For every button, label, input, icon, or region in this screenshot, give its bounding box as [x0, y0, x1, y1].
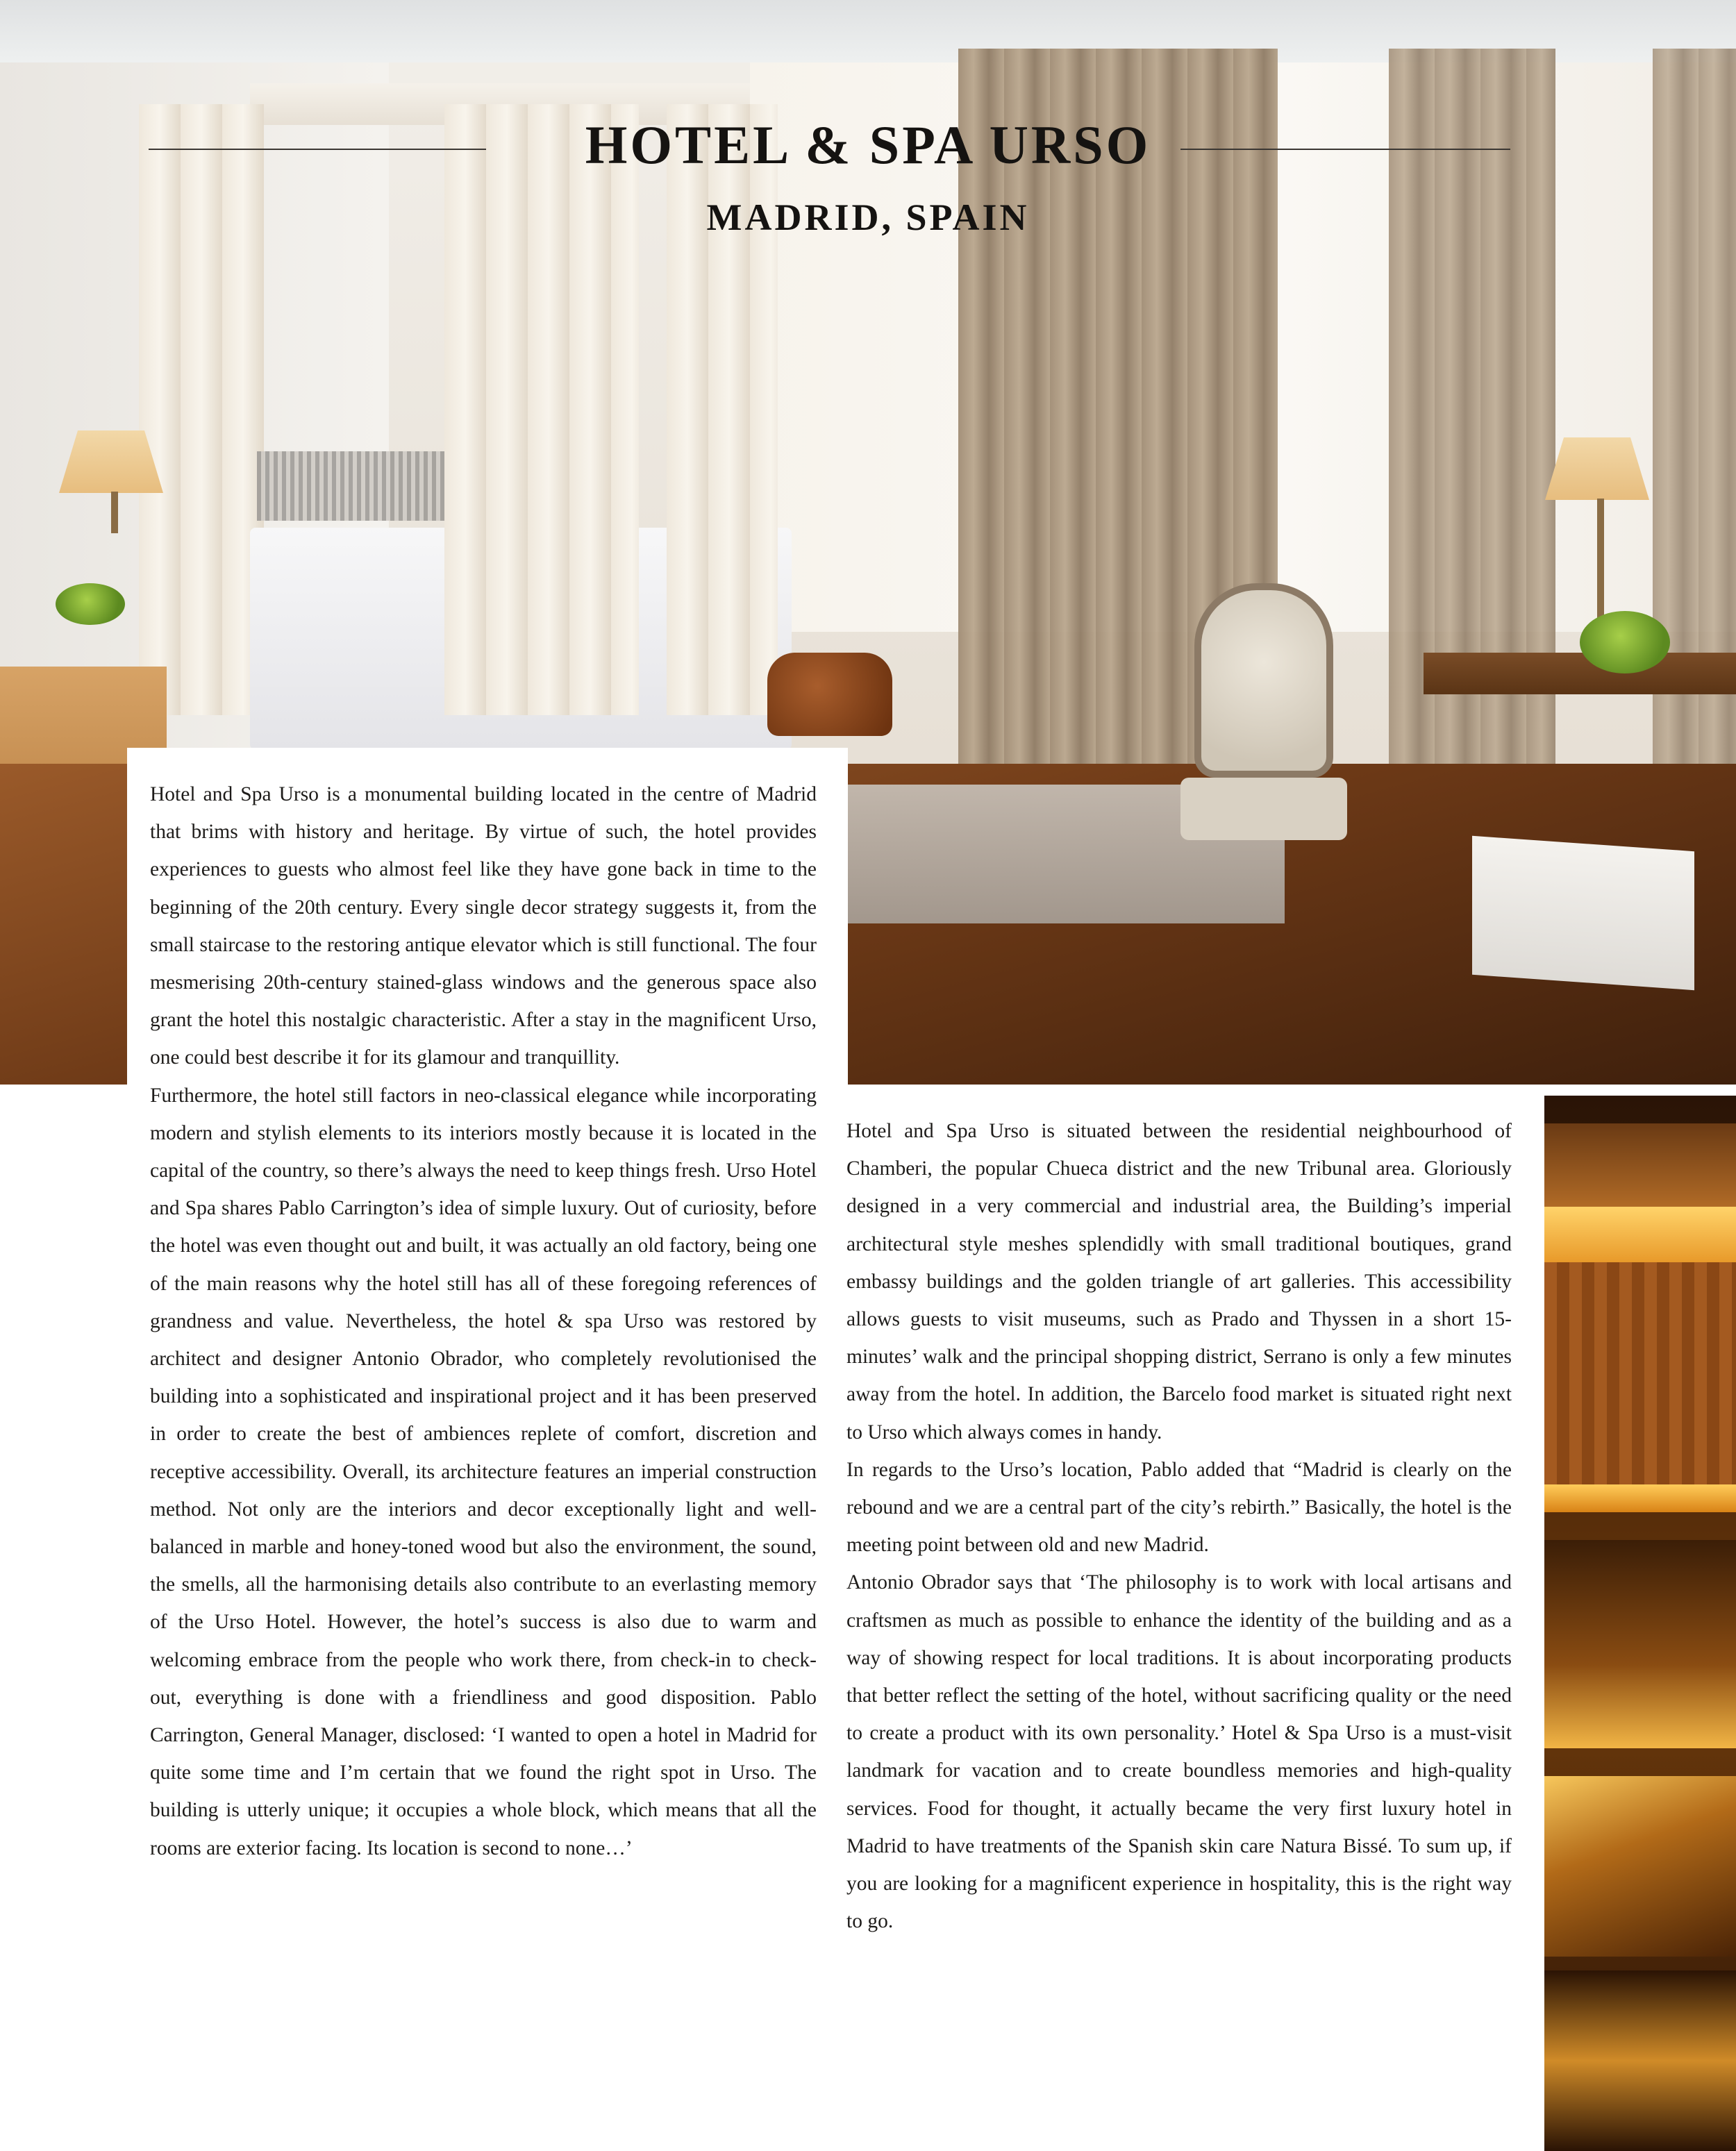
newspaper — [1472, 836, 1694, 990]
spa-wall — [1544, 1123, 1736, 1207]
wood-panel — [1544, 1262, 1736, 1484]
canopy-curtain — [444, 104, 639, 715]
article-title: HOTEL & SPA URSO — [585, 115, 1151, 175]
right-column — [846, 1112, 1512, 1940]
left-column — [150, 776, 817, 1867]
leather-bag — [767, 653, 892, 736]
armchair-seat — [1180, 778, 1347, 840]
spa-light-strip — [1544, 1207, 1736, 1262]
spa-steps — [1544, 1970, 1736, 2151]
lamp-stand — [1597, 499, 1604, 623]
spa-pool — [1544, 1776, 1736, 1957]
headboard — [257, 451, 465, 521]
desk — [1424, 653, 1736, 694]
armchair — [1194, 583, 1333, 778]
canopy-curtain — [667, 104, 778, 715]
spa-window — [1544, 1540, 1736, 1748]
paragraph: In regards to the Urso’s location, Pablo added that “Madrid is clearly on the rebound and we are a central part of the city’s rebirth.” Basically, the hotel is the meeting point between old and new Madrid. — [846, 1458, 1512, 1557]
spa-pool-photo — [1544, 1096, 1736, 2151]
plant-icon — [56, 583, 125, 625]
spa-light-strip — [1544, 1484, 1736, 1512]
paragraph: Hotel and Spa Urso is a monumental building located in the centre of Madrid that brims with history and heritage. By virtue of such, the hotel provides experiences to guests who almost feel like they have gone back in time to the beginning of the 20th century. Every single decor strategy suggests it, from the small staircase to the restoring antique elevator which is still functional. The four mesmerising 20th-century stained-glass windows and the generous space also grant the hotel this nostalgic characteristic. After a stay in the magnificent Urso, one could best describe it for its glamour and tranquillity. — [150, 783, 817, 1069]
lamp-arm — [111, 492, 118, 533]
paragraph: Antonio Obrador says that ‘The philosophy is to work with local artisans and craftsmen as much as possible to enhance the identity of the building and as a way of showing respect for local traditions. It is about incorporating products that better reflect the setting of the hotel, without sacrificing quality or the need to create a product with its own personality.’ Hotel & Spa Urso is a must-visit landmark for vacation and to create boundless memories and high-quality services. Food for thought, it actually became the very first luxury hotel in Madrid to have treatments of the Spanish skin care Natura Bissé. To sum up, if you are looking for a magnificent experience in hospitality, this is the right way to go. — [846, 1571, 1512, 1933]
paragraph: Furthermore, the hotel still factors in neo-classical elegance while incorporating modern and stylish elements to its interiors mostly because it is located in the capital of the country, so there’s always the need to keep things fresh. Urso Hotel and Spa shares Pablo Carrington’s idea of simple luxury. Out of curiosity, before the hotel was even thought out and built, it was actually an old factory, being one of the main reasons why the hotel still has all of these foregoing references of grandness and value. Nevertheless, the hotel & spa Urso was restored by architect and designer Antonio Obrador, who completely revolutionised the building into a sophisticated and inspirational project and it has been preserved in order to create the best of ambiences replete of comfort, discretion and receptive accessibility. Overall, its architecture features an imperial construction method. Not only are the interiors and decor exceptionally light and well-balanced in marble and honey-toned wood but also the environment, the sound, the smells, all the harmonising details also contribute to an everlasting memory of the Urso Hotel. However, the hotel’s success is also due to warm and welcoming embrace from the people who work there, from check-in to check-out, everything is done with a friendliness and good disposition. Pablo Carrington, General Manager, disclosed: ‘I wanted to open a hotel in Madrid for quite some time and I’m certain that we found the right spot in Urso. The building is utterly unique; it occupies a whole block, which means that all the rooms are exterior facing. Its location is second to none…’ — [150, 1084, 817, 1859]
article-subtitle: MADRID, SPAIN — [706, 196, 1030, 238]
paragraph: Hotel and Spa Urso is situated between the residential neighbourhood of Chamberi, the popular Chueca district and the new Tribunal area. Gloriously designed in a very commercial and industrial area, the Building’s imperial architectural style meshes splendidly with small traditional boutiques, grand embassy buildings and the golden triangle of art galleries. This accessibility allows guests to visit museums, such as Prado and Thyssen in a short 15-minutes’ walk and the principal shopping district, Serrano is only a few minutes away from the hotel. In addition, the Barcelo food market is situated right next to Urso which always comes in handy. — [846, 1120, 1512, 1443]
canopy-curtain — [139, 104, 264, 715]
plant-icon — [1580, 611, 1670, 673]
